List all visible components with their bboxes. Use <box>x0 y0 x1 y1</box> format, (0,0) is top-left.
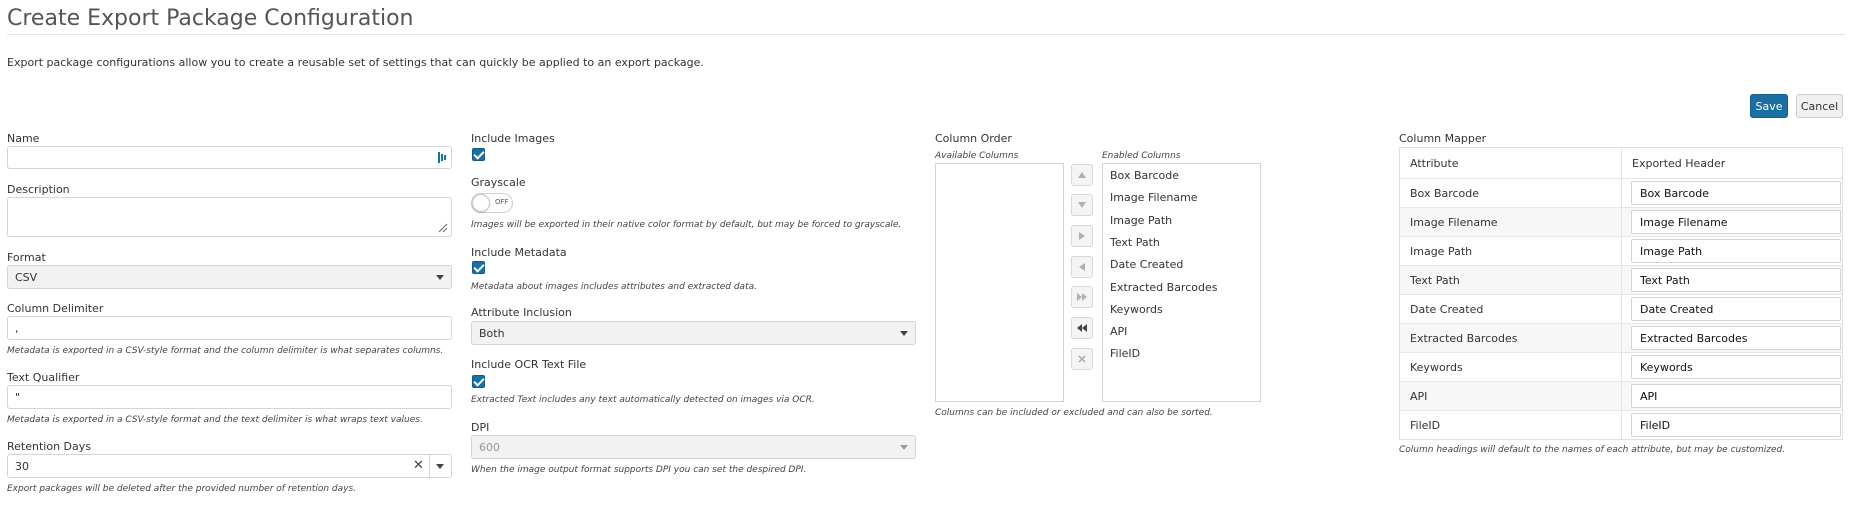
delimiter-help: Metadata is exported in a CSV-style format and the column delimiter is what separates columns. <box>7 346 444 356</box>
qualifier-value: " <box>15 390 21 404</box>
close-icon <box>1078 355 1086 363</box>
exported-header-input[interactable]: Image Path <box>1631 239 1841 263</box>
caret-down-icon <box>1078 202 1086 208</box>
ocr-help: Extracted Text includes any text automatically detected on images via OCR. <box>471 395 815 405</box>
attribute-inclusion-value: Both <box>479 326 505 340</box>
attribute-cell: Date Created <box>1400 295 1622 323</box>
caret-right-icon <box>1079 232 1085 240</box>
exported-header-cell <box>1622 382 1842 410</box>
exported-header-cell <box>1622 411 1842 439</box>
include-metadata-label: Include Metadata <box>471 246 567 259</box>
exported-header-cell <box>1622 208 1842 236</box>
attribute-cell: Keywords <box>1400 353 1622 381</box>
format-label: Format <box>7 251 46 264</box>
resize-handle-icon[interactable] <box>438 223 448 233</box>
list-item[interactable]: Extracted Barcodes <box>1110 280 1218 294</box>
include-images-checkbox[interactable] <box>472 148 485 161</box>
attribute-inclusion-select[interactable] <box>471 321 916 345</box>
double-caret-right-icon <box>1077 293 1087 301</box>
table-row <box>1400 323 1842 352</box>
available-columns-list[interactable] <box>935 163 1064 402</box>
list-item[interactable]: API <box>1110 325 1128 339</box>
divider <box>429 455 430 477</box>
remove-all-button[interactable] <box>1071 317 1093 339</box>
list-item[interactable]: Keywords <box>1110 302 1163 316</box>
exported-header-input[interactable]: Keywords <box>1631 355 1841 379</box>
dpi-select[interactable] <box>471 435 916 459</box>
delimiter-input[interactable] <box>7 316 452 340</box>
table-row <box>1400 178 1842 207</box>
header-exported: Exported Header <box>1632 156 1726 170</box>
format-select[interactable] <box>7 265 452 289</box>
double-caret-left-icon <box>1077 324 1087 332</box>
attribute-cell: Extracted Barcodes <box>1400 324 1622 352</box>
exported-header-cell <box>1622 266 1842 294</box>
dpi-help: When the image output format supports DPI you can set the despired DPI. <box>471 465 807 475</box>
table-row <box>1400 294 1842 323</box>
include-ocr-label: Include OCR Text File <box>471 358 587 371</box>
dpi-label: DPI <box>471 421 490 434</box>
attribute-cell: FileID <box>1400 411 1622 439</box>
attribute-cell: Box Barcode <box>1400 179 1622 207</box>
page-title: Create Export Package Configuration <box>7 6 414 31</box>
list-item[interactable]: Image Path <box>1110 213 1173 227</box>
attribute-cell: API <box>1400 382 1622 410</box>
exported-header-cell <box>1622 237 1842 265</box>
enabled-columns-label: Enabled Columns <box>1102 151 1181 161</box>
name-label: Name <box>7 132 40 145</box>
exported-header-cell <box>1622 324 1842 352</box>
title-divider <box>7 34 1845 35</box>
qualifier-input[interactable] <box>7 385 452 409</box>
move-down-button[interactable] <box>1071 194 1093 216</box>
description-textarea[interactable] <box>7 197 452 237</box>
chevron-down-icon[interactable] <box>436 464 444 469</box>
clear-button[interactable] <box>1071 348 1093 370</box>
remove-selected-button[interactable] <box>1071 256 1093 278</box>
attribute-inclusion-label: Attribute Inclusion <box>471 306 572 319</box>
table-row <box>1400 236 1842 265</box>
dpi-value: 600 <box>479 440 500 454</box>
chevron-down-icon <box>436 275 444 280</box>
attribute-cell: Text Path <box>1400 266 1622 294</box>
caret-up-icon <box>1078 172 1086 178</box>
clear-icon[interactable]: ✕ <box>413 458 424 473</box>
exported-header-input[interactable]: Image Filename <box>1631 210 1841 234</box>
cancel-button[interactable]: Cancel <box>1796 94 1843 118</box>
qualifier-help: Metadata is exported in a CSV-style format and the text delimiter is what wraps text values. <box>7 415 423 425</box>
column-mapper-table <box>1399 147 1843 440</box>
exported-header-input[interactable]: Extracted Barcodes <box>1631 326 1841 350</box>
metadata-help: Metadata about images includes attributes and extracted data. <box>471 282 757 292</box>
retention-label: Retention Days <box>7 440 91 453</box>
caret-left-icon <box>1079 263 1085 271</box>
toggle-knob <box>472 194 490 212</box>
move-up-button[interactable] <box>1071 164 1093 186</box>
available-columns-label: Available Columns <box>935 151 1019 161</box>
save-button[interactable]: Save <box>1750 94 1788 118</box>
grayscale-toggle[interactable] <box>471 193 513 213</box>
table-row <box>1400 410 1842 439</box>
toggle-state: OFF <box>495 198 509 206</box>
list-item[interactable]: Date Created <box>1110 258 1184 272</box>
include-metadata-checkbox[interactable] <box>472 261 485 274</box>
table-row <box>1400 207 1842 236</box>
enabled-columns-list[interactable] <box>1102 163 1261 402</box>
description-label: Description <box>7 183 70 196</box>
column-order-help: Columns can be included or excluded and can also be sorted. <box>935 408 1213 418</box>
exported-header-input[interactable]: Box Barcode <box>1631 181 1841 205</box>
column-mapper-help: Column headings will default to the names of each attribute, but may be customized. <box>1399 445 1786 455</box>
column-order-label: Column Order <box>935 132 1012 145</box>
exported-header-cell <box>1622 179 1842 207</box>
delimiter-value: , <box>15 321 19 335</box>
retention-input[interactable] <box>7 454 452 478</box>
table-row <box>1400 265 1842 294</box>
column-mapper-label: Column Mapper <box>1399 132 1487 145</box>
exported-header-input[interactable]: API <box>1631 384 1841 408</box>
header-attribute: Attribute <box>1400 148 1622 178</box>
list-item[interactable]: Image Filename <box>1110 191 1198 205</box>
include-ocr-checkbox[interactable] <box>472 375 485 388</box>
exported-header-cell <box>1622 353 1842 381</box>
page-intro: Export package configurations allow you to create a reusable set of settings that can quickly be applied to an export package. <box>7 56 704 69</box>
exported-header-input[interactable]: Date Created <box>1631 297 1841 321</box>
format-value: CSV <box>15 270 38 284</box>
add-selected-button[interactable] <box>1071 225 1093 247</box>
retention-help: Export packages will be deleted after the provided number of retention days. <box>7 484 357 494</box>
table-row <box>1400 381 1842 410</box>
exported-header-cell <box>1622 295 1842 323</box>
grayscale-label: Grayscale <box>471 176 526 189</box>
list-item[interactable]: Text Path <box>1110 235 1160 249</box>
retention-value: 30 <box>15 459 29 473</box>
include-images-label: Include Images <box>471 132 555 145</box>
exported-header-input[interactable]: FileID <box>1631 413 1841 437</box>
list-item[interactable]: FileID <box>1110 347 1141 361</box>
grayscale-help: Images will be exported in their native color format by default, but may be forced to grayscale. <box>471 220 902 230</box>
delimiter-label: Column Delimiter <box>7 302 104 315</box>
attribute-cell: Image Path <box>1400 237 1622 265</box>
add-all-button[interactable] <box>1071 286 1093 308</box>
attribute-cell: Image Filename <box>1400 208 1622 236</box>
list-item[interactable]: Box Barcode <box>1110 169 1180 182</box>
autofill-icon[interactable] <box>438 152 446 163</box>
chevron-down-icon <box>900 331 908 336</box>
table-header <box>1400 148 1842 178</box>
name-input[interactable] <box>7 146 452 169</box>
table-row <box>1400 352 1842 381</box>
exported-header-input[interactable]: Text Path <box>1631 268 1841 292</box>
chevron-down-icon <box>900 445 908 450</box>
qualifier-label: Text Qualifier <box>7 371 80 384</box>
